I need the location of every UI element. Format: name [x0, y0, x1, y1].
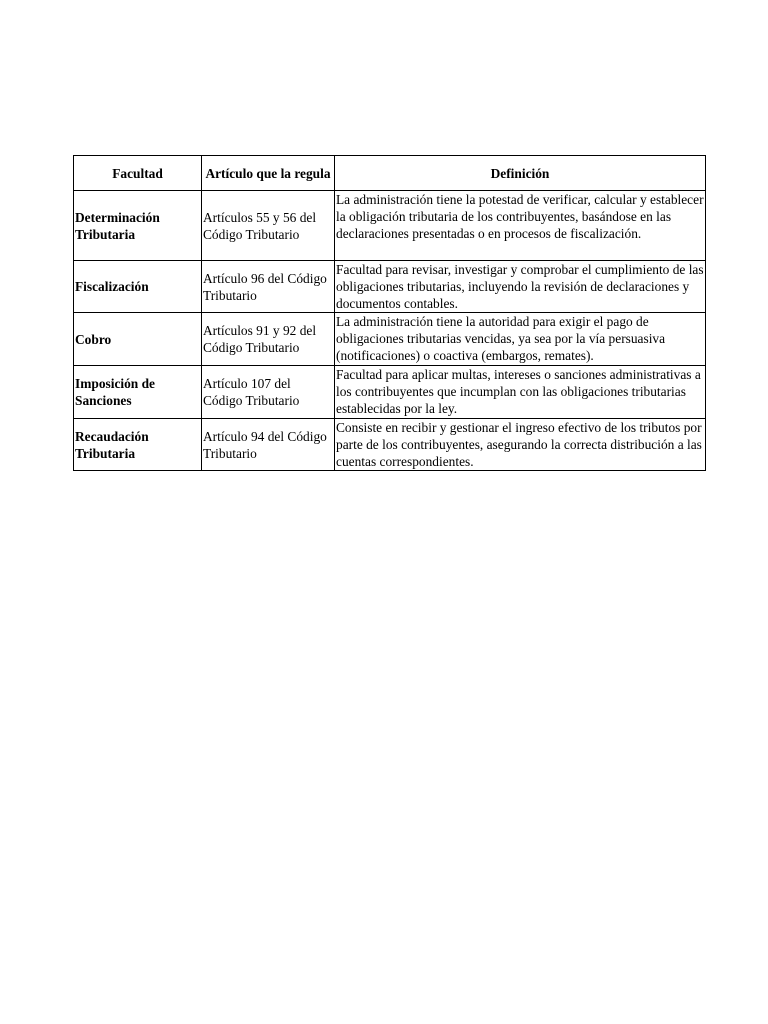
definition-cell: Facultad para revisar, investigar y comprobar el cumplimiento de las obligaciones tributarias, incluyendo la revisión de declaraciones y documentos contables. — [336, 262, 704, 311]
header-definition: Definición — [335, 156, 706, 191]
faculty-cell: Fiscalización — [74, 261, 202, 313]
definition-cell: La administración tiene la autoridad para exigir el pago de obligaciones tributarias vencidas, ya sea por la vía persuasiva (notificaciones) o coactiva (embargos, remates). — [335, 313, 706, 366]
article-cell: Artículo 94 del Código Tributario — [202, 419, 335, 471]
definition-cell: Facultad para aplicar multas, intereses o sanciones administrativas a los contribuyentes que incumplan con las obligaciones tributarias establecidas por la ley. — [335, 366, 706, 419]
article-cell: Artículos 55 y 56 del Código Tributario — [202, 191, 335, 261]
table-row — [74, 261, 706, 313]
faculty-cell: Recaudación Tributaria — [74, 419, 202, 471]
header-faculty: Facultad — [74, 156, 202, 191]
article-cell: Artículos 91 y 92 del Código Tributario — [202, 313, 335, 366]
article-cell: Artículo 107 del Código Tributario — [202, 366, 335, 419]
table-row — [74, 191, 706, 261]
faculty-cell: Cobro — [74, 313, 202, 366]
article-cell: Artículo 96 del Código Tributario — [202, 261, 335, 313]
table-row — [74, 419, 706, 471]
faculty-cell: Imposición de Sanciones — [74, 366, 202, 419]
table-row — [74, 366, 706, 419]
definition-cell: La administración tiene la potestad de verificar, calcular y establecer la obligación tributaria de los contribuyentes, basándose en las declaraciones presentadas o en procesos de fiscalización. — [335, 191, 706, 261]
tax-faculties-table — [73, 155, 706, 471]
definition-cell: Consiste en recibir y gestionar el ingreso efectivo de los tributos por parte de los contribuyentes, asegurando la correcta distribución a las cuentas correspondientes. — [335, 419, 706, 471]
faculty-cell: Determinación Tributaria — [74, 191, 202, 261]
table-row — [74, 313, 706, 366]
table-header-row — [74, 156, 706, 191]
header-article: Artículo que la regula — [202, 156, 335, 191]
